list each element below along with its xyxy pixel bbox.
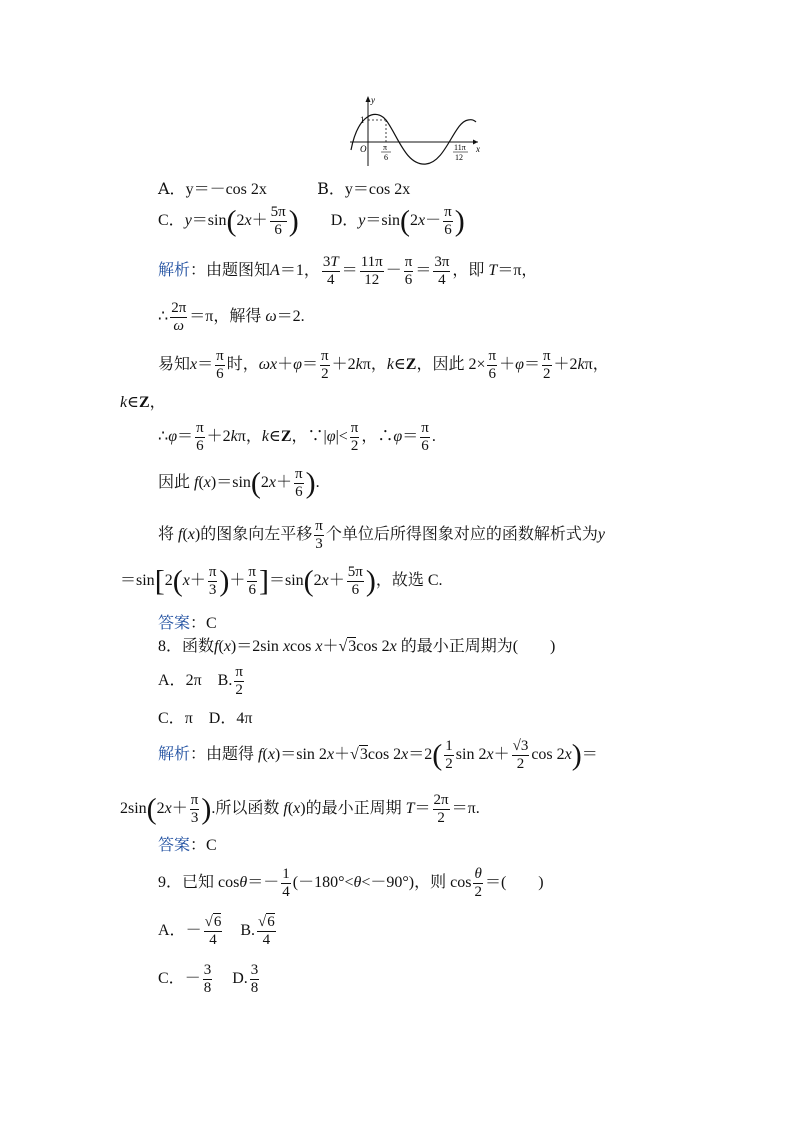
q7-analysis-line1: 解析：由题图知A＝1， $\frac{3T}{4}$ ＝ $\frac{11\pi}{12}$ － $\frac{\pi}{6}$ ＝ $\frac{3\pi}{4}$ ，即 T＝π， [158, 254, 538, 288]
q9-stem: 9．已知 cosθ＝－ $\frac{1}{4}$ (－180°<θ<－90°)，则 cos $\frac{\theta}{2}$ ＝( ) [158, 866, 544, 900]
q7-opt-a-expr: y＝－cos 2x [185, 181, 267, 198]
q7-analysis-line8: ＝sin[2(x＋ $\frac{\pi}{3}$ )＋ $\frac{\pi}{6}$ ]＝sin(2x＋ $\frac{5\pi}{6}$ )，故选 C. [120, 564, 443, 598]
q8-answer-value: C [206, 837, 217, 854]
q8-analysis-label: 解析 [158, 746, 191, 764]
q7-analysis-label: 解析 [158, 262, 191, 280]
q8-opt-b-label: B. [217, 672, 233, 690]
q7-opt-c-label: C． [158, 212, 185, 230]
11pi12-den: 12 [455, 153, 463, 162]
q7-options-ab [158, 178, 410, 201]
y-axis-label: y [371, 95, 375, 105]
q8-opt-c-value: π [184, 710, 193, 727]
q8-opt-a-value: 2π [185, 672, 202, 690]
q8-stem-suffix: 的最小正周期为( ) [400, 638, 556, 655]
q9-opt-a-label: A． [158, 922, 186, 940]
q8-opt-c-label: C． [158, 710, 185, 727]
q8-options-cd [158, 708, 252, 730]
q7-answer-label: 答案 [158, 613, 191, 632]
q9-number: 9． [158, 874, 183, 892]
q8-options-ab: A．2π B. $\frac{\pi}{2}$ [158, 664, 243, 698]
q8-analysis-line2: 2sin(2x＋ $\frac{\pi}{3}$ ).所以函数 f(x)的最小正周期 T＝ $\frac{2\pi}{2}$ ＝π. [120, 792, 480, 826]
sine-graph [346, 92, 486, 167]
q7-analysis-line7: 将 f(x)的图象向左平移 $\frac{\pi}{3}$ 个单位后所得图象对应的函数解析式为y [158, 518, 605, 552]
11pi12-num: 11π [454, 143, 466, 152]
q7-answer: 答案：C [158, 613, 217, 632]
q8-stem-prefix: 函数 [182, 638, 215, 655]
q9-options-ab: A．－ $\frac{√6}{4}$ B. $\frac{√6}{4}$ [158, 914, 275, 948]
x-axis-label: x [476, 144, 480, 154]
q7-analysis-line3: 易知x＝ $\frac{\pi}{6}$ 时，ωx＋φ＝ $\frac{\pi}{2}$ ＋2kπ，k∈Z，因此 2× $\frac{\pi}{6}$ ＋φ＝ $\frac{\pi}{2}$ ＋2kπ， [158, 348, 609, 382]
q9-stem-prefix: 已知 [182, 874, 215, 892]
q7-options-cd: C．y＝sin(2x＋ $\frac{5\pi}{6}$ ) D．y＝sin(2x－ $\frac{\pi}{6}$ ) [158, 204, 465, 238]
q8-number: 8． [158, 638, 183, 655]
q7-answer-value: C [206, 615, 217, 632]
q8-answer-label: 答案 [158, 835, 191, 854]
q7-opt-d-label: D． [330, 212, 359, 230]
q9-opt-b-label: B. [240, 922, 255, 940]
q8-analysis-line1: 解析：由题得 f(x)＝sin 2x＋√3cos 2x＝2( $\frac{1}{2}$ sin 2x＋ $\frac{√3}{2}$ cos 2x)＝ [158, 738, 598, 772]
one-label: 1 [360, 115, 365, 125]
origin-label: O [360, 144, 367, 154]
q8-stem: 8．函数f(x)＝2sin xcos x＋√3cos 2x 的最小正周期为( ) [158, 638, 556, 655]
q7-analysis-line4: k∈Z， [120, 394, 166, 411]
q9-opt-c-label: C． [158, 970, 185, 988]
q8-opt-a-label: A． [158, 672, 186, 690]
q7-analysis-line5: ∴φ＝ $\frac{\pi}{6}$ ＋2kπ，k∈Z，∵|φ|< $\frac{\pi}{2}$ ，∴φ＝ $\frac{\pi}{6}$ . [158, 420, 436, 454]
q7-analysis-line2: ∴ $\frac{2\pi}{\omega}$ ＝π，解得 ω＝2. [158, 300, 305, 334]
q8-answer: 答案：C [158, 835, 217, 854]
q7-analysis-line6: 因此 f(x)＝sin(2x＋ $\frac{\pi}{6}$ ). [158, 466, 320, 500]
q9-options-cd: C．－ $\frac{3}{8}$ D. $\frac{3}{8}$ [158, 962, 259, 996]
q8-opt-d-label: D． [208, 710, 237, 727]
q7-opt-b-expr: y＝cos 2x [344, 181, 411, 198]
pi6-num: π [383, 143, 388, 152]
pi6-den: 6 [384, 153, 388, 162]
q9-opt-d-label: D. [232, 970, 248, 988]
q8-opt-d-value: 4π [236, 710, 253, 727]
q7-opt-a-label: A． [158, 179, 186, 198]
y-axis-arrow [366, 96, 371, 102]
q7-opt-b-label: B． [317, 179, 345, 198]
